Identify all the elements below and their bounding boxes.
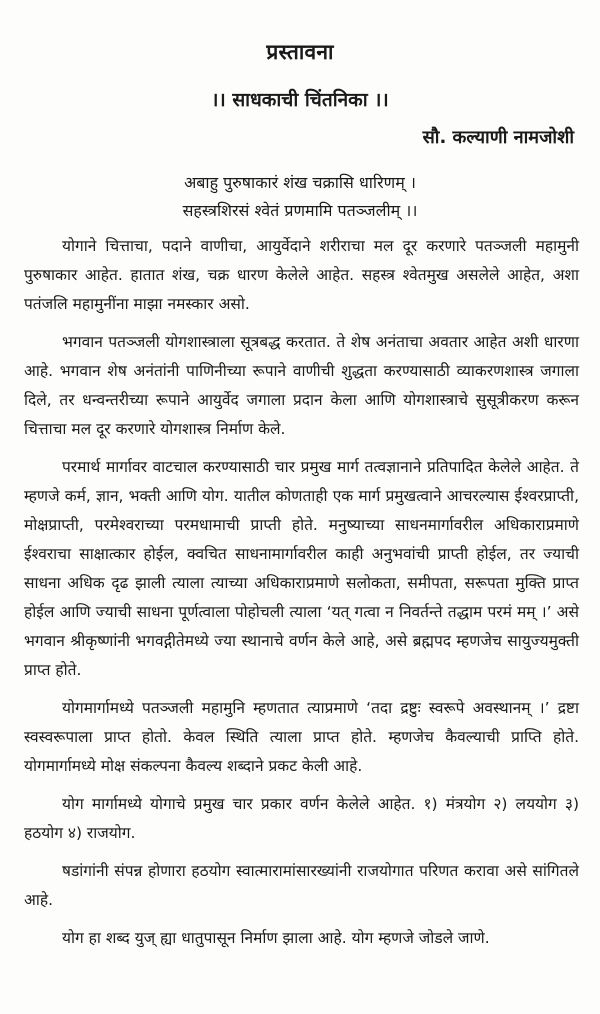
paragraph-3: परमार्थ मार्गावर वाटचाल करण्यासाठी चार प्रमुख मार्ग तत्वज्ञानाने प्रतिपादित केलेले आहेत. ते म्हणजे कर्म, ज्ञान, भक्ती आणि योग. यातील कोणताही एक मार्ग प्रमुखत्वाने आचरल्यास ईश्वरप्राप्ती, मोक्षप्राप्ती, परमेश्वराच्या परमधामाची प्राप्ती होते. मनुष्याच्या साधनमार्गावरील अधिकाराप्रमाणे ईश्वराचा साक्षात्कार होईल, क्वचित साधनामार्गावरील काही अनुभवांची प्राप्ती होईल, तर ज्याची साधना अधिक दृढ झाली त्याला त्याच्या अधिकाराप्रमाणे सलोकता, समीपता, सरूपता मुक्ति प्राप्त होईल आणि ज्याची साधना पूर्णत्वाला पोहोचली त्याला ‘यत् गत्वा न निवर्तन्ते तद्धाम परमं मम् ।’ असे भगवान श्रीकृष्णांनी भगवद्गीतेमध्ये ज्या स्थानाचे वर्णन केले आहे, असे ब्रह्मपद म्हणजेच सायुज्यमुक्ती प्राप्त होते. <box>24 458 579 679</box>
verse-line-1: अबाहु पुरुषाकारं शंख चक्रासि धारिणम् । <box>184 173 416 192</box>
paragraph-4: योगमार्गामध्ये पतञ्जली महामुनि म्हणतात त्याप्रमाणे ‘तदा द्रष्टुः स्वरूपे अवस्थानम् ।’ द्रष्टा स्वस्वरूपाला प्राप्त होतो. केवल स्थिति त्याला प्राप्त होते. म्हणजेच कैवल्याची प्राप्ति होते. योगमार्गामध्ये मोक्ष संकल्पना कैवल्य शब्दाने प्रकट केली आहे. <box>24 699 579 775</box>
paragraph-7: योग हा शब्द युज् ह्या धातुपासून निर्माण झाला आहे. योग म्हणजे जोडले जाणे. <box>62 929 490 947</box>
page-title: प्रस्तावना <box>266 40 334 64</box>
verse-line-2: सहस्त्रशिरसं श्वेतं प्रणमामि पतञ्जलीम् ।। <box>182 201 418 220</box>
paragraph-6: षडांगांनी संपन्न होणारा हठयोग स्वात्मारामांसारख्यांनी राजयोगात परिणत करावा असे सांगितले आहे. <box>24 862 579 909</box>
author-name: सौ. कल्याणी नामजोशी <box>422 127 574 148</box>
body-text <box>24 232 579 962</box>
paragraph-5: योग मार्गामध्ये योगाचे प्रमुख चार प्रकार वर्णन केलेले आहेत. १) मंत्रयोग २) लययोग ३) हठयोग ४) राजयोग. <box>24 795 579 842</box>
paragraph-2: भगवान पतञ्जली योगशास्त्राला सूत्रबद्ध करतात. ते शेष अनंताचा अवतार आहेत अशी धारणा आहे. भगवान शेष अनंतांनी पाणिनीच्या रूपाने वाणीची शुद्धता करण्यासाठी व्याकरणशास्त्र जगाला दिले, तर धन्वन्तरीच्या रूपाने आयुर्वेद जगाला प्रदान केला आणि योगशास्त्राचे सुसूत्रीकरण करून चित्ताचा मल दूर करणारे योगशास्त्र निर्माण केले. <box>24 333 579 438</box>
paragraph-1: योगाने चित्ताचा, पदाने वाणीचा, आयुर्वेदाने शरीराचा मल दूर करणारे पतञ्जली महामुनी पुरुषाकार आहेत. हातात शंख, चक्र धारण केलेले आहेत. सहस्त्र श्वेतमुख असलेले आहेत, अशा पतंजलि महामुनींना माझा नमस्कार असो. <box>24 237 579 313</box>
page-subtitle: ।। साधकाची चिंतनिका ।। <box>211 89 389 111</box>
